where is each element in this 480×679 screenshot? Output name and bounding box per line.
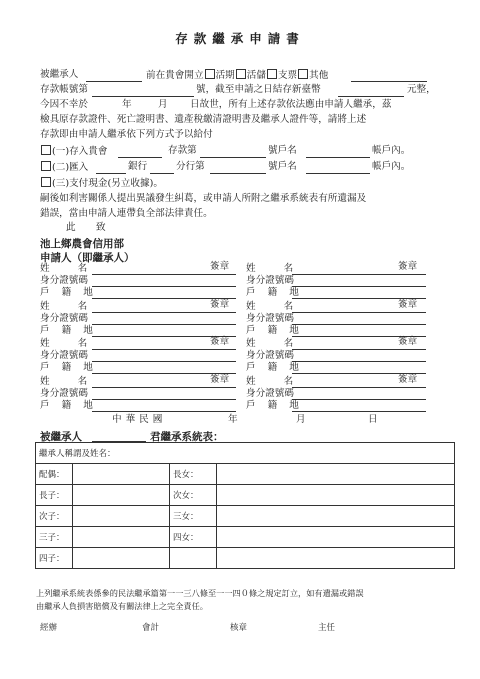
applicant-id-label [40, 388, 88, 400]
date-prefix: 中華民國 [112, 414, 167, 425]
applicant-address-label [246, 400, 299, 412]
option-remit-payee-field[interactable] [306, 173, 370, 174]
id-label: 身分證號碼 [246, 275, 294, 286]
applicant-address-label [246, 325, 299, 337]
name-char-1: 姓 [246, 338, 256, 349]
blank-field-cell[interactable] [217, 548, 455, 569]
spouse-field[interactable] [73, 464, 170, 485]
addr-char-1: 戶 [40, 400, 50, 411]
balance-label: 號，截至申請之日結存新臺幣 [196, 84, 321, 95]
name-char-2: 名 [77, 263, 88, 274]
seal-label: 簽章 [210, 336, 230, 347]
eldest-daughter-label: 長女： [170, 464, 217, 485]
addr-char-3: 地 [83, 287, 93, 298]
name-char-2: 名 [283, 263, 294, 274]
second-daughter-label: 次女： [170, 485, 217, 506]
applicant-address-label [40, 325, 93, 337]
checkbox-option-deposit[interactable] [41, 145, 51, 155]
accounting-label: 會計 [142, 623, 160, 633]
fourth-son-label: 四子： [36, 548, 73, 569]
seal-label: 簽章 [210, 374, 230, 385]
handler-label: 經辦 [40, 623, 58, 633]
applicant-address-label [40, 362, 93, 374]
addr-char-1: 戶 [40, 362, 50, 373]
addr-char-1: 戶 [246, 362, 256, 373]
salutation-zhi: 致 [96, 222, 106, 233]
liability-line-2: 錯誤，當由申請人連帶負全部法律責任。 [40, 208, 213, 219]
addr-char-3: 地 [289, 287, 299, 298]
applicant-name-label [246, 263, 293, 275]
applicant-address-label [40, 400, 93, 412]
addr-char-3: 地 [83, 362, 93, 373]
seal-label: 簽章 [210, 299, 230, 310]
decedent-label: 被繼承人 [40, 69, 79, 80]
lineage-table [35, 442, 455, 569]
id-label: 身分證號碼 [246, 350, 294, 361]
addr-char-1: 戶 [40, 325, 50, 336]
option-deposit [40, 145, 107, 158]
checkbox-savings[interactable] [236, 69, 246, 79]
applicant-name-label [246, 338, 293, 350]
applicant-id-label [40, 313, 88, 325]
bank-name: 池上鄉農會信用部 [40, 238, 124, 250]
decl-line-1 [40, 69, 78, 81]
applicant-name-field[interactable] [292, 387, 426, 388]
name-char-1: 姓 [40, 301, 50, 312]
addr-char-2: 籍 [61, 287, 72, 298]
option-deposit-account-label: 存款第 [168, 145, 197, 156]
other-label: 其他 [309, 70, 329, 81]
applicant-id-label [246, 388, 294, 400]
applicant-name-label [40, 301, 87, 313]
option-deposit-payee-label: 號戶名 [268, 145, 297, 156]
applicant-id-field[interactable] [292, 324, 426, 325]
addr-char-3: 地 [83, 325, 93, 336]
addr-char-3: 地 [289, 400, 299, 411]
addr-char-2: 籍 [61, 362, 72, 373]
option-deposit-account-field[interactable] [200, 157, 266, 158]
applicant-name-field[interactable] [292, 274, 426, 275]
name-char-1: 姓 [40, 376, 50, 387]
date-year-label: 年 [228, 414, 238, 425]
third-son-field[interactable] [73, 527, 170, 548]
second-son-label: 次子： [36, 506, 73, 527]
applicant-id-label [40, 275, 88, 287]
option-deposit-payee-field[interactable] [306, 157, 370, 158]
id-label: 身分證號碼 [40, 350, 88, 361]
id-label: 身分證號碼 [40, 275, 88, 286]
addr-char-1: 戶 [246, 325, 256, 336]
option-deposit-type-field[interactable] [118, 157, 162, 158]
death-date-prefix: 今因不幸於 [40, 99, 88, 110]
option-remit [40, 161, 88, 174]
applicant-name-field[interactable] [92, 349, 236, 350]
name-char-1: 姓 [246, 301, 256, 312]
name-char-2: 名 [77, 376, 88, 387]
checkbox-option-remit[interactable] [41, 161, 51, 171]
checkbox-demand[interactable] [205, 69, 215, 79]
applicant-name-field[interactable] [292, 312, 426, 313]
seal-label: 簽章 [398, 374, 418, 385]
decl-line-4: 檢具原存款證件、死亡證明書、遺產稅繳清證明書及繼承人證件等，請將上述 [40, 114, 367, 125]
table-row [36, 527, 455, 548]
option-cash-label: (三)支付現金(另立收據)。 [52, 178, 163, 189]
savings-label: 活儲 [246, 70, 266, 81]
applicant-name-field[interactable] [92, 274, 236, 275]
applicant-address-field[interactable] [292, 411, 426, 412]
name-char-2: 名 [283, 301, 294, 312]
death-day-label: 日故世，所有上述存款依法應由申請人繼承，茲 [190, 99, 392, 110]
note-line-2: 由繼承人負損害賠償及有關法律上之完全責任。 [36, 601, 208, 611]
eldest-son-label: 長子： [36, 485, 73, 506]
death-year-label: 年 [122, 99, 132, 110]
name-char-1: 姓 [246, 376, 256, 387]
option-deposit-label: (一)存入貴會 [52, 146, 108, 157]
option-cash [40, 177, 163, 190]
option-remit-bank-label: 銀行 [128, 161, 148, 172]
applicant-name-field[interactable] [92, 312, 236, 313]
option-remit-payee-label: 號戶名 [268, 161, 297, 172]
supervisor-label: 主任 [318, 623, 336, 633]
addr-char-2: 籍 [61, 400, 72, 411]
addr-char-2: 籍 [61, 325, 72, 336]
applicant-address-field[interactable] [92, 411, 236, 412]
id-label: 身分證號碼 [40, 388, 88, 399]
name-char-2: 名 [283, 338, 294, 349]
lineage-heading-title: 君繼承系統表： [150, 431, 224, 443]
applicant-id-label [246, 350, 294, 362]
applicant-name-label [40, 338, 87, 350]
seal-label: 簽章 [398, 299, 418, 310]
fourth-daughter-label: 四女： [170, 527, 217, 548]
applicant-id-field[interactable] [292, 361, 426, 362]
applicant-id-field[interactable] [92, 399, 236, 400]
account-number-field[interactable] [92, 96, 194, 97]
applicant-name-label [246, 376, 293, 388]
table-row [36, 464, 455, 485]
addr-char-1: 戶 [40, 287, 50, 298]
checkbox-cheque[interactable] [267, 69, 277, 79]
date-day-label: 日 [368, 414, 378, 425]
applicant-address-label [40, 287, 93, 299]
account-type-row [146, 69, 328, 82]
id-label: 身分證號碼 [246, 313, 294, 324]
decl-line-5: 存款即由申請人繼承依下列方式予以給付 [40, 129, 213, 140]
name-char-1: 姓 [40, 263, 50, 274]
lineage-header-cell: 繼承人稱謂及姓名： [36, 443, 455, 464]
applicant-id-field[interactable] [92, 361, 236, 362]
note-line-1: 上列繼承系統表係參的民法繼承篇第一一三八條至一一四０條之規定訂立，如有遺漏或錯誤 [36, 588, 364, 598]
account-number-label: 存款帳號第 [40, 84, 88, 95]
option-remit-branch-field[interactable] [150, 173, 174, 174]
table-row [36, 506, 455, 527]
liability-line-1: 嗣後如利害關係人提出異議發生糾葛，或申請人所附之繼承系統表有所遺漏及 [40, 193, 367, 204]
eldest-son-field[interactable] [73, 485, 170, 506]
name-char-2: 名 [77, 338, 88, 349]
review-label: 核章 [230, 623, 248, 633]
option-remit-suffix: 帳戶內。 [372, 161, 411, 172]
demand-label: 活期 [215, 70, 235, 81]
eldest-daughter-field[interactable] [217, 464, 455, 485]
applicant-id-label [246, 275, 294, 287]
applicant-name-field[interactable] [292, 349, 426, 350]
id-label: 身分證號碼 [246, 388, 294, 399]
table-row [36, 443, 455, 464]
second-daughter-field[interactable] [217, 485, 455, 506]
addr-char-2: 籍 [267, 325, 278, 336]
name-char-2: 名 [77, 301, 88, 312]
name-char-2: 名 [283, 376, 294, 387]
addr-char-3: 地 [289, 362, 299, 373]
id-label: 身分證號碼 [40, 313, 88, 324]
third-son-label: 三子： [36, 527, 73, 548]
applicant-id-field[interactable] [292, 286, 426, 287]
applicant-id-label [40, 350, 88, 362]
option-remit-bank-field[interactable] [96, 173, 126, 174]
option-remit-branch-label: 分行第 [176, 161, 205, 172]
blank-label-cell [170, 548, 217, 569]
applicant-id-field[interactable] [292, 399, 426, 400]
spouse-label: 配偶： [36, 464, 73, 485]
applicant-id-field[interactable] [92, 324, 236, 325]
fourth-daughter-field[interactable] [217, 527, 455, 548]
addr-char-3: 地 [289, 325, 299, 336]
applicant-name-field[interactable] [92, 387, 236, 388]
addr-char-2: 籍 [267, 400, 278, 411]
name-char-1: 姓 [40, 338, 50, 349]
addr-char-1: 戶 [246, 400, 256, 411]
table-row [36, 485, 455, 506]
second-son-field[interactable] [73, 506, 170, 527]
checkbox-option-cash[interactable] [41, 177, 51, 187]
cheque-label: 支票 [277, 70, 298, 81]
seal-label: 簽章 [398, 261, 418, 272]
applicant-id-label [246, 313, 294, 325]
applicant-name-label [246, 301, 293, 313]
date-month-label: 月 [296, 414, 306, 425]
form-title: 存款繼承申請書 [175, 31, 305, 46]
table-row [36, 548, 455, 569]
lineage-heading-decedent: 被繼承人 [40, 431, 82, 443]
third-daughter-label: 三女： [170, 506, 217, 527]
opened-at-label: 前在貴會開立 [146, 70, 204, 81]
option-remit-label: (二)匯入 [52, 162, 89, 173]
other-type-field[interactable] [351, 81, 427, 82]
option-deposit-suffix: 帳戶內。 [372, 145, 411, 156]
balance-field[interactable] [338, 96, 404, 97]
salutation-ci: 此 [66, 222, 76, 233]
checkbox-other[interactable] [298, 69, 308, 79]
amount-unit: 元整， [407, 84, 436, 95]
fourth-son-field[interactable] [73, 548, 170, 569]
name-char-1: 姓 [246, 263, 256, 274]
addr-char-2: 籍 [267, 362, 278, 373]
applicant-heading: 申請人（即繼承人） [40, 252, 135, 264]
third-daughter-field[interactable] [217, 506, 455, 527]
applicant-address-label [246, 362, 299, 374]
applicant-id-field[interactable] [92, 286, 236, 287]
applicant-name-label [40, 263, 87, 275]
seal-label: 簽章 [210, 261, 230, 272]
applicant-address-label [246, 287, 299, 299]
addr-char-2: 籍 [267, 287, 278, 298]
applicant-name-label [40, 376, 87, 388]
death-month-label: 月 [158, 99, 168, 110]
decedent-name-field[interactable] [86, 81, 142, 82]
addr-char-1: 戶 [246, 287, 256, 298]
seal-label: 簽章 [398, 336, 418, 347]
option-remit-account-field[interactable] [210, 173, 266, 174]
addr-char-3: 地 [83, 400, 93, 411]
